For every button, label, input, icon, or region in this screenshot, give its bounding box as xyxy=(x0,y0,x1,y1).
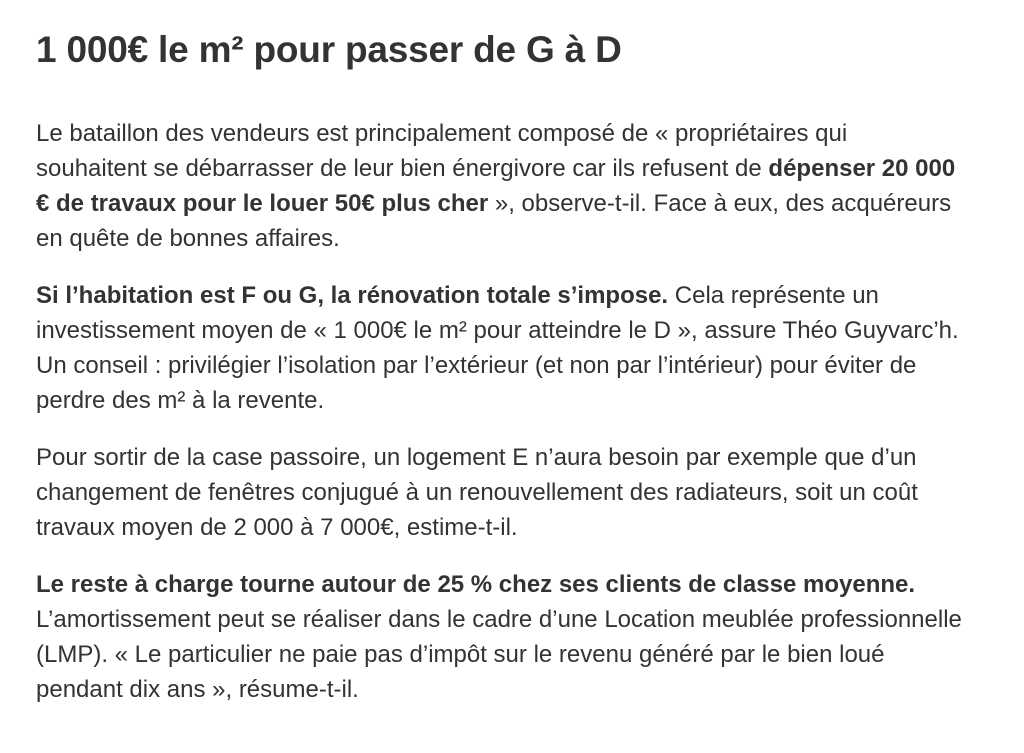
paragraph-text: », observe-t-il. Face à eux, des acquéreurs en quête de bonnes affaires. xyxy=(36,190,952,252)
paragraph-passoire xyxy=(36,440,964,545)
paragraph-text: Cela représente un investissement moyen de « 1 000€ le m² pour atteindre le D », assure Théo Guyvarc’h. Un conseil : privilégier l’isolation par l’extérieur (et non par l’intérieur) pour éviter de perdre des m² à la revente. xyxy=(36,282,959,414)
paragraph-renovation xyxy=(36,278,964,418)
paragraph-bold-text: Si l’habitation est F ou G, la rénovation totale s’impose. xyxy=(36,282,669,309)
paragraph-text: Le bataillon des vendeurs est principalement composé de « propriétaires qui souhaitent se débarrasser de leur bien énergivore car ils refusent de xyxy=(36,120,848,182)
paragraph-bold-text: dépenser 20 000 € de travaux pour le louer 50€ plus cher xyxy=(36,155,956,217)
paragraph-reste-a-charge xyxy=(36,567,964,707)
article-title: 1 000€ le m² pour passer de G à D xyxy=(36,29,622,70)
paragraph-text: L’amortissement peut se réaliser dans le cadre d’une Location meublée professionnelle (LMP). « Le particulier ne paie pas d’impôt sur le revenu généré par le bien loué pendant dix ans », résume-t-il. xyxy=(36,606,962,703)
paragraph-sellers xyxy=(36,116,964,256)
paragraph-text: Pour sortir de la case passoire, un logement E n’aura besoin par exemple que d’un changement de fenêtres conjugué à un renouvellement des radiateurs, soit un coût travaux moyen de 2 000 à 7 000€, estime-t-il. xyxy=(36,444,918,541)
paragraph-bold-text: Le reste à charge tourne autour de 25 % chez ses clients de classe moyenne. xyxy=(36,571,916,598)
